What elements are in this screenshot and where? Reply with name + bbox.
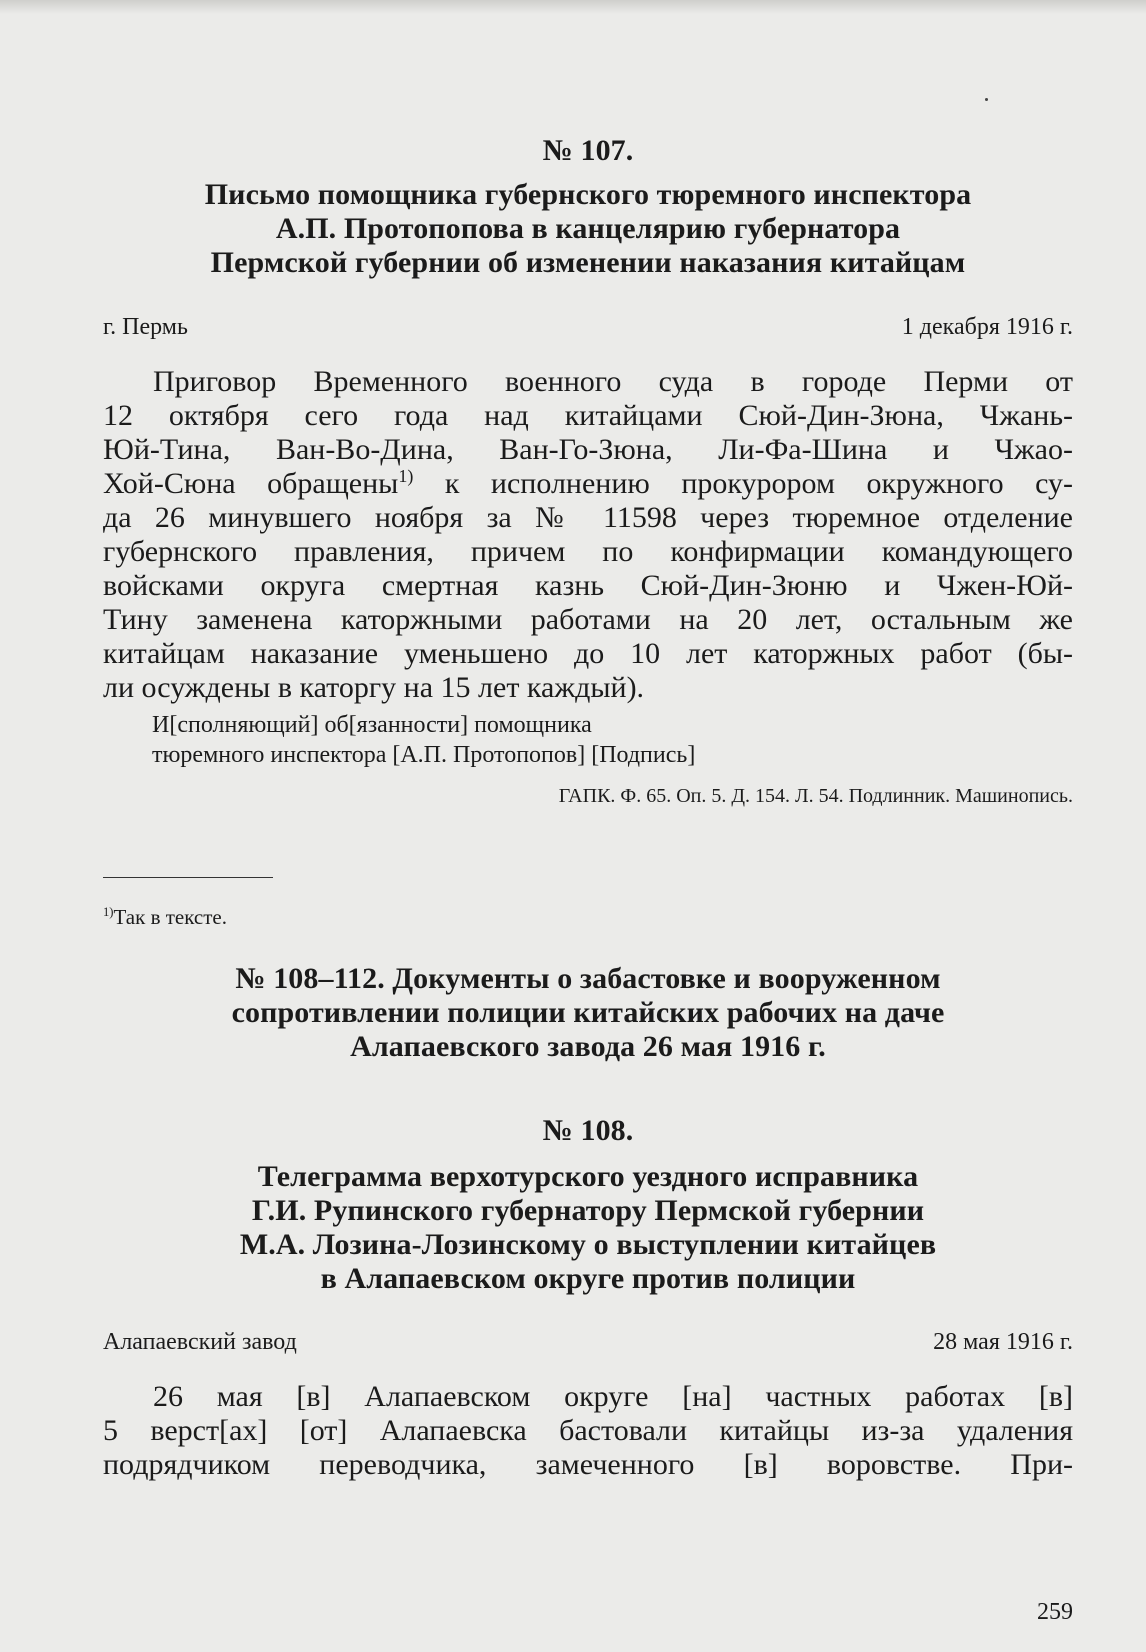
doc-107-body-line-8: Тину заменена каторжными работами на 20 лет, остальным же xyxy=(103,603,1073,636)
doc-108-title-line-1: Телеграмма верхотурского уездного исправника xyxy=(257,1160,919,1193)
doc-107-signature-line-2: тюремного инспектора [А.П. Протопопов] [Подпись] xyxy=(152,742,696,768)
footnote-divider xyxy=(103,877,273,878)
doc-107-body-line-9: китайцам наказание уменьшено до 10 лет каторжных работ (бы- xyxy=(103,637,1073,670)
doc-108-body-line-1: 26 мая [в] Алапаевском округе [на] частных работах [в] xyxy=(153,1380,1073,1413)
doc-108-112-heading-line-3: Алапаевского завода 26 мая 1916 г. xyxy=(350,1030,826,1063)
footnote xyxy=(103,903,227,931)
doc-108-title-line-4: в Алапаевском округе против полиции xyxy=(320,1262,856,1295)
doc-107-place: г. Пермь xyxy=(103,314,188,340)
doc-107-archive-reference: ГАПК. Ф. 65. Оп. 5. Д. 154. Л. 54. Подлинник. Машинопись. xyxy=(558,785,1073,807)
speck xyxy=(985,98,988,101)
doc-107-title-line-1: Письмо помощника губернского тюремного инспектора xyxy=(204,178,972,211)
doc-107-place-date xyxy=(103,312,1073,342)
doc-108-place-date xyxy=(103,1327,1073,1357)
doc-108-body-line-3: подрядчиком переводчика, замеченного [в] воровстве. При- xyxy=(103,1448,1073,1481)
doc-108-112-heading-line-2: сопротивлении полиции китайских рабочих на даче xyxy=(231,996,945,1029)
doc-107-number: № 107. xyxy=(542,134,634,167)
doc-108-title-line-3: М.А. Лозина-Лозинскому о выступлении китайцев xyxy=(239,1228,937,1261)
doc-108-title-line-2: Г.И. Рупинского губернатору Пермской губернии xyxy=(251,1194,925,1227)
footnote-text: Так в тексте. xyxy=(113,905,227,929)
doc-107-body-line-4 xyxy=(103,467,1073,501)
doc-107-signature-line-1: И[сполняющий] об[язанности] помощника xyxy=(152,712,592,738)
doc-107-body-line-5: да 26 минувшего ноября за № 11598 через тюремное отделение xyxy=(103,501,1073,534)
doc-107-body-line-1: Приговор Временного военного суда в городе Перми от xyxy=(153,365,1073,398)
doc-107-body-line-4a: Хой-Сюна обращены xyxy=(103,467,399,500)
doc-107-body-line-3: Юй-Тина, Ван-Во-Дина, Ван-Го-Зюна, Ли-Фа-Шина и Чжао- xyxy=(103,433,1073,466)
doc-108-number: № 108. xyxy=(542,1114,634,1147)
footnote-marker: 1) xyxy=(103,905,114,919)
doc-108-112-heading-line-1: № 108–112. Документы о забастовке и вооруженном xyxy=(235,962,941,995)
footnote-ref-1: 1) xyxy=(398,466,414,486)
doc-108-place: Алапаевский завод xyxy=(103,1329,297,1355)
doc-108-body-line-2: 5 верст[ах] [от] Алапаевска бастовали китайцы из-за удаления xyxy=(103,1414,1073,1447)
doc-107-title-line-2: А.П. Протопопова в канцелярию губернатора xyxy=(275,212,901,245)
doc-107-body-line-6: губернского правления, причем по конфирмации командующего xyxy=(103,535,1073,568)
doc-107-title-line-3: Пермской губернии об изменении наказания китайцам xyxy=(210,246,966,279)
doc-107-date: 1 декабря 1916 г. xyxy=(901,314,1073,340)
doc-107-body-line-4b: к исполнению прокурором окружного су- xyxy=(413,467,1073,500)
doc-107-body-line-2: 12 октября сего года над китайцами Сюй-Дин-Зюна, Чжань- xyxy=(103,399,1073,432)
page-number: 259 xyxy=(1037,1599,1073,1625)
doc-108-date: 28 мая 1916 г. xyxy=(933,1329,1073,1355)
doc-107-body-line-10: ли осуждены в каторгу на 15 лет каждый). xyxy=(103,671,645,704)
doc-107-body-line-7: войсками округа смертная казнь Сюй-Дин-Зюню и Чжен-Юй- xyxy=(103,569,1073,602)
page-edge-shadow xyxy=(0,0,1146,14)
